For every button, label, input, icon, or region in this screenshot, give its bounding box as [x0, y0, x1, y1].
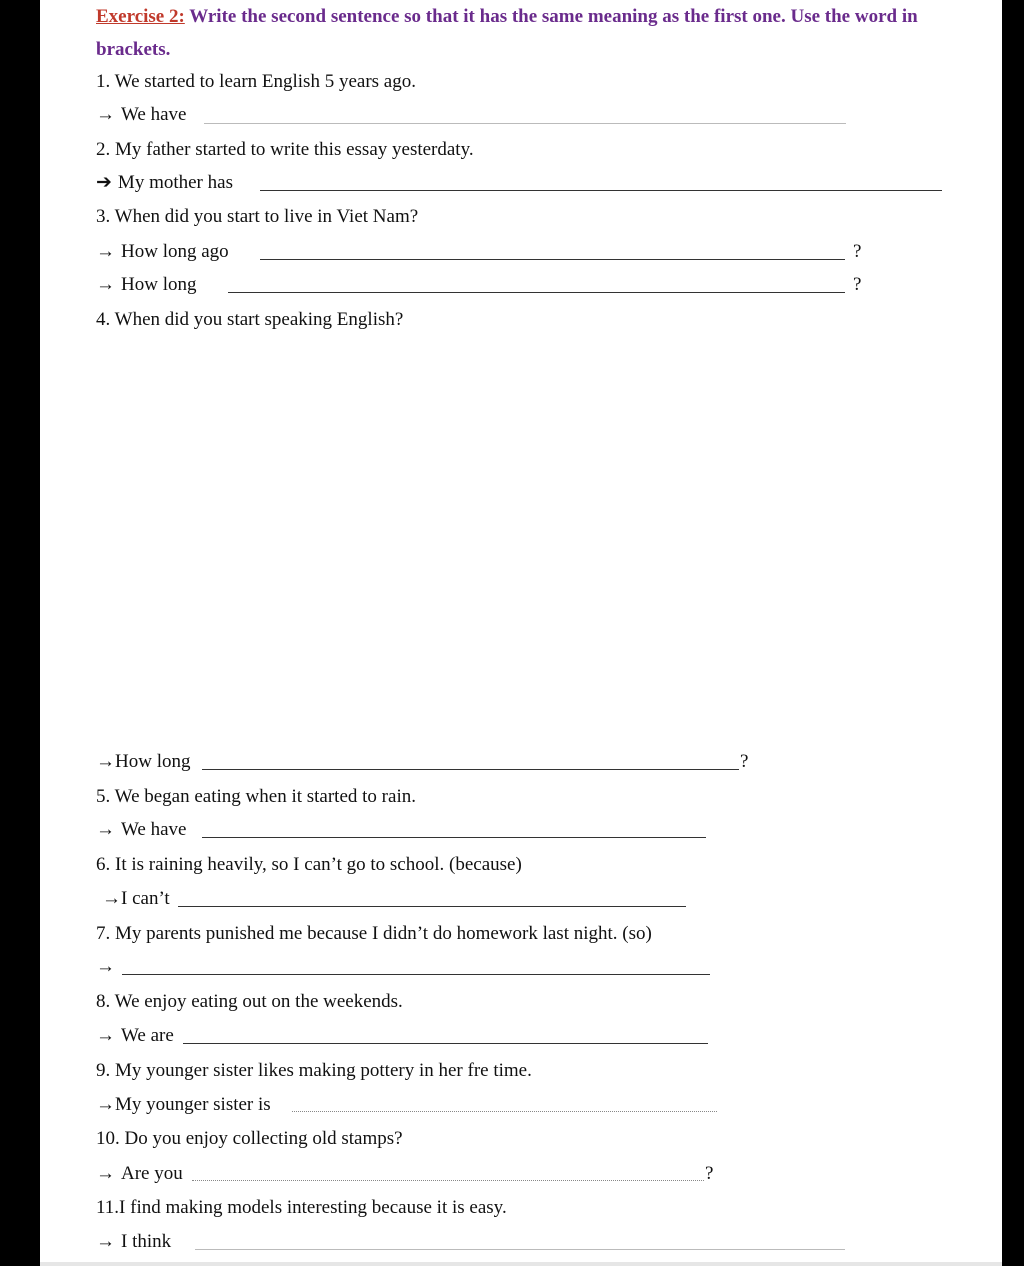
answer-3b-start: How long	[121, 274, 197, 295]
answer-3b	[96, 273, 196, 297]
answer-9-start: My younger sister is	[115, 1094, 271, 1115]
answer-4-start: How long	[115, 751, 191, 772]
answer-11-blank[interactable]	[195, 1249, 845, 1250]
answer-7	[96, 955, 121, 979]
arrow-icon: →	[96, 274, 115, 295]
exercise-label: Exercise 2:	[96, 6, 185, 27]
answer-3b-blank[interactable]	[228, 292, 845, 293]
question-mark: ?	[853, 241, 862, 262]
question-mark: ?	[705, 1163, 714, 1184]
arrow-icon: →	[96, 104, 115, 125]
question-7: 7. My parents punished me because I didn’t do homework last night. (so)	[96, 923, 652, 944]
question-2: 2. My father started to write this essay yesterdaty.	[96, 139, 474, 160]
arrow-icon: →	[96, 751, 115, 772]
answer-10	[96, 1162, 183, 1186]
question-5: 5. We began eating when it started to rain.	[96, 786, 416, 807]
answer-4	[96, 750, 190, 774]
answer-6-start: I can’t	[121, 888, 170, 909]
answer-2	[96, 171, 233, 195]
arrow-icon: →	[96, 1094, 115, 1115]
question-mark: ?	[853, 274, 862, 295]
answer-9-blank[interactable]	[292, 1111, 717, 1112]
answer-2-blank[interactable]	[260, 190, 942, 191]
arrow-icon: →	[96, 241, 115, 262]
answer-11-start: I think	[121, 1231, 172, 1252]
question-4: 4. When did you start speaking English?	[96, 309, 404, 330]
answer-3a	[96, 240, 229, 264]
answer-3a-blank[interactable]	[260, 259, 845, 260]
answer-8-start: We are	[121, 1025, 174, 1046]
exercise-instruction: Write the second sentence so that it has the same meaning as the first one. Use the word in brackets.	[96, 6, 918, 60]
arrow-icon: →	[102, 888, 121, 909]
answer-1-blank[interactable]	[204, 123, 846, 124]
question-9: 9. My younger sister likes making pottery in her fre time.	[96, 1060, 532, 1081]
answer-6-blank[interactable]	[178, 906, 686, 907]
answer-5	[96, 818, 186, 842]
answer-1-start: We have	[121, 104, 187, 125]
answer-10-start: Are you	[121, 1163, 183, 1184]
arrow-icon: →	[96, 819, 115, 840]
worksheet-page	[40, 0, 1002, 1262]
answer-5-blank[interactable]	[202, 837, 706, 838]
answer-8-blank[interactable]	[183, 1043, 708, 1044]
question-8: 8. We enjoy eating out on the weekends.	[96, 991, 403, 1012]
answer-11	[96, 1230, 171, 1254]
answer-1	[96, 103, 186, 127]
arrow-icon: ➔	[96, 172, 112, 193]
answer-2-start: My mother has	[117, 172, 233, 193]
page-bottom-edge	[40, 1262, 1002, 1266]
answer-10-blank[interactable]	[192, 1180, 704, 1181]
question-1: 1. We started to learn English 5 years ago.	[96, 71, 416, 92]
answer-4-blank[interactable]	[202, 769, 739, 770]
arrow-icon: →	[96, 956, 115, 977]
answer-9	[96, 1093, 271, 1117]
answer-7-blank[interactable]	[122, 974, 710, 975]
question-3: 3. When did you start to live in Viet Nam?	[96, 206, 419, 227]
arrow-icon: →	[96, 1025, 115, 1046]
answer-8	[96, 1024, 174, 1048]
arrow-icon: →	[96, 1231, 115, 1252]
arrow-icon: →	[96, 1163, 115, 1184]
answer-5-start: We have	[121, 819, 187, 840]
question-mark: ?	[740, 751, 749, 772]
answer-6	[102, 887, 170, 911]
exercise-title	[96, 0, 986, 66]
question-11: 11.I find making models interesting because it is easy.	[96, 1197, 507, 1218]
question-6: 6. It is raining heavily, so I can’t go to school. (because)	[96, 854, 522, 875]
question-10: 10. Do you enjoy collecting old stamps?	[96, 1128, 403, 1149]
answer-3a-start: How long ago	[121, 241, 229, 262]
